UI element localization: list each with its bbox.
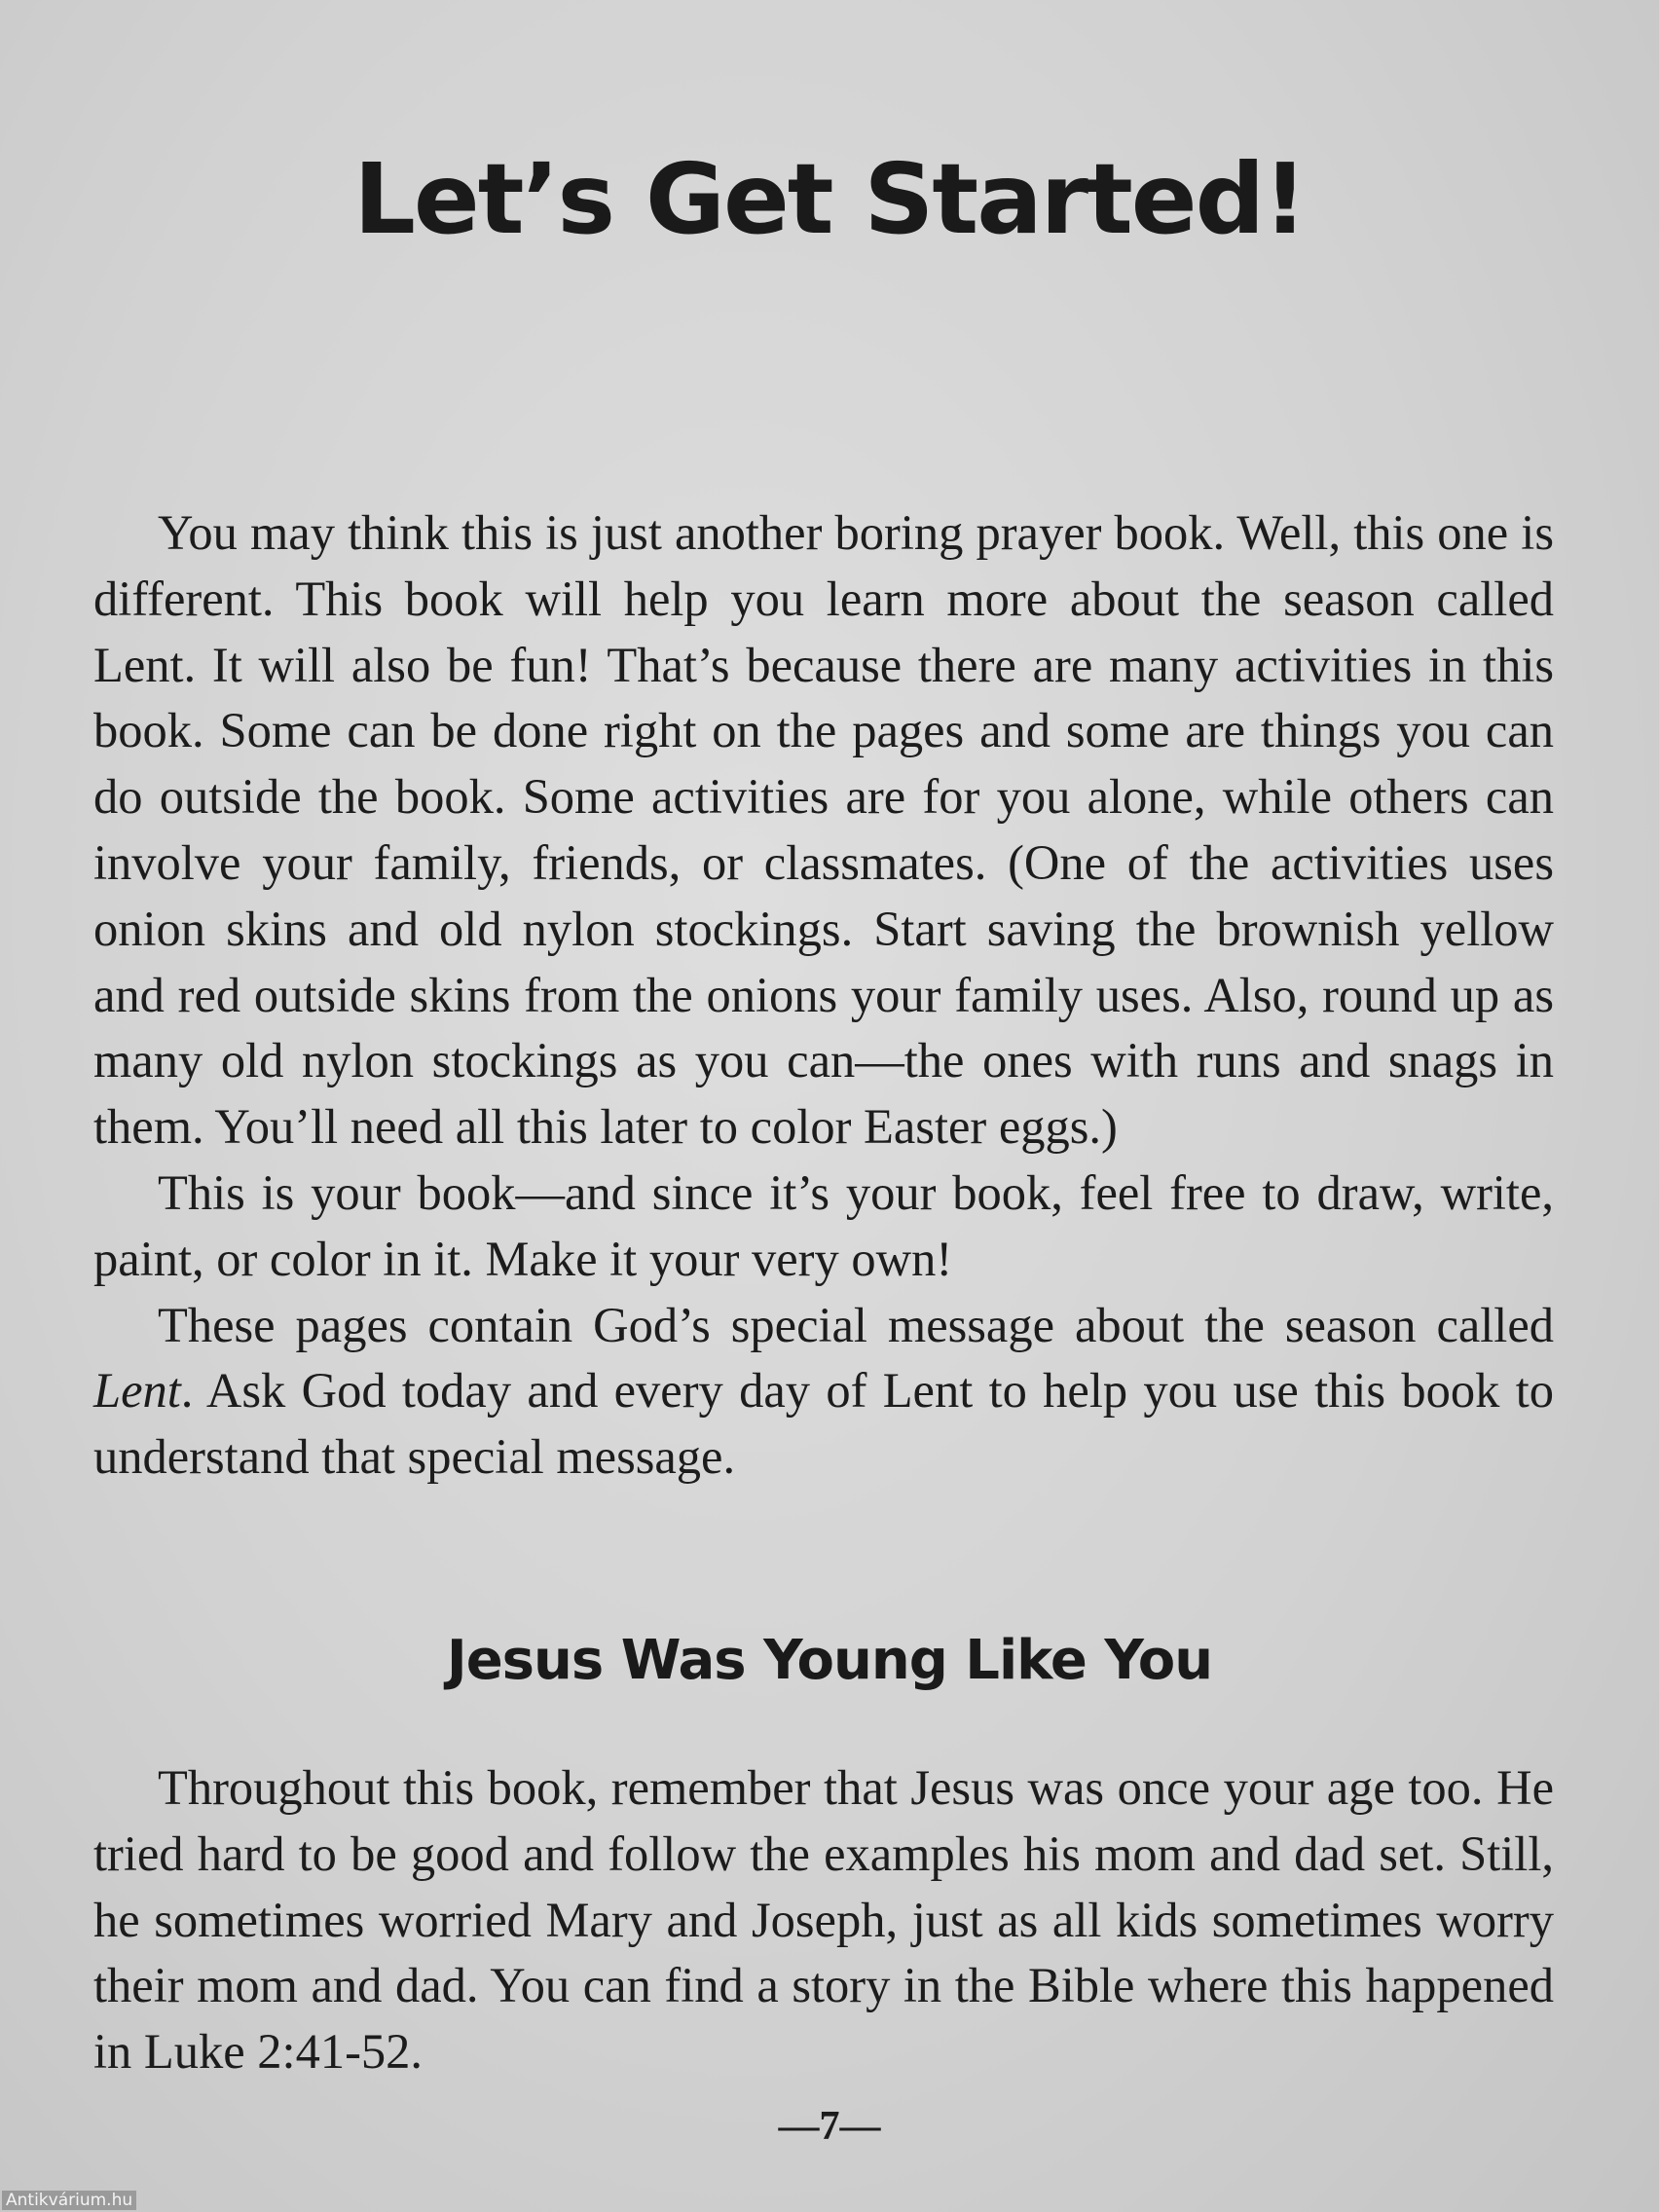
intro-paragraph: This is your book—and since it’s your book, feel free to draw, write, paint, or color in it. Make it your very own! [93, 1164, 1554, 1286]
message-text-after: . Ask God today and every day of Lent to help you use this book to understand that special message. [93, 1363, 1554, 1485]
watermark: Antikvárium.hu [2, 2191, 136, 2210]
page-title: Let’s Get Started! [353, 142, 1306, 256]
intro-section [93, 500, 1554, 1491]
intro-paragraph: You may think this is just another boring prayer book. Well, this one is different. This book will help you learn more about the season called Lent. It will also be fun! That’s because there are many activities in this book. Some can be done right on the pages and some are things you can do outside the book. Some activities are for you alone, while others can involve your family, friends, or classmates. (One of the activities uses onion skins and old nylon stockings. Start saving the brownish yellow and red outside skins from the onions your family uses. Also, round up as many old nylon stockings as you can—the ones with runs and snags in them. You’ll need all this later to color Easter eggs.) [93, 505, 1554, 1155]
section-heading: Jesus Was Young Like You [446, 1629, 1213, 1692]
message-paragraph [93, 1293, 1554, 1491]
jesus-paragraph: Throughout this book, remember that Jesus was once your age too. He tried hard to be good and follow the examples his mom and dad set. Still, he sometimes worried Mary and Joseph, just as all kids sometimes worry their mom and dad. You can find a story in the Bible where this happened in Luke 2:41-52. [93, 1760, 1554, 2080]
page-number: —7— [778, 2104, 881, 2149]
message-emphasis: Lent [93, 1363, 181, 1419]
message-text-before: These pages contain God’s special message about the season called [158, 1297, 1554, 1352]
jesus-section [93, 1755, 1554, 2085]
